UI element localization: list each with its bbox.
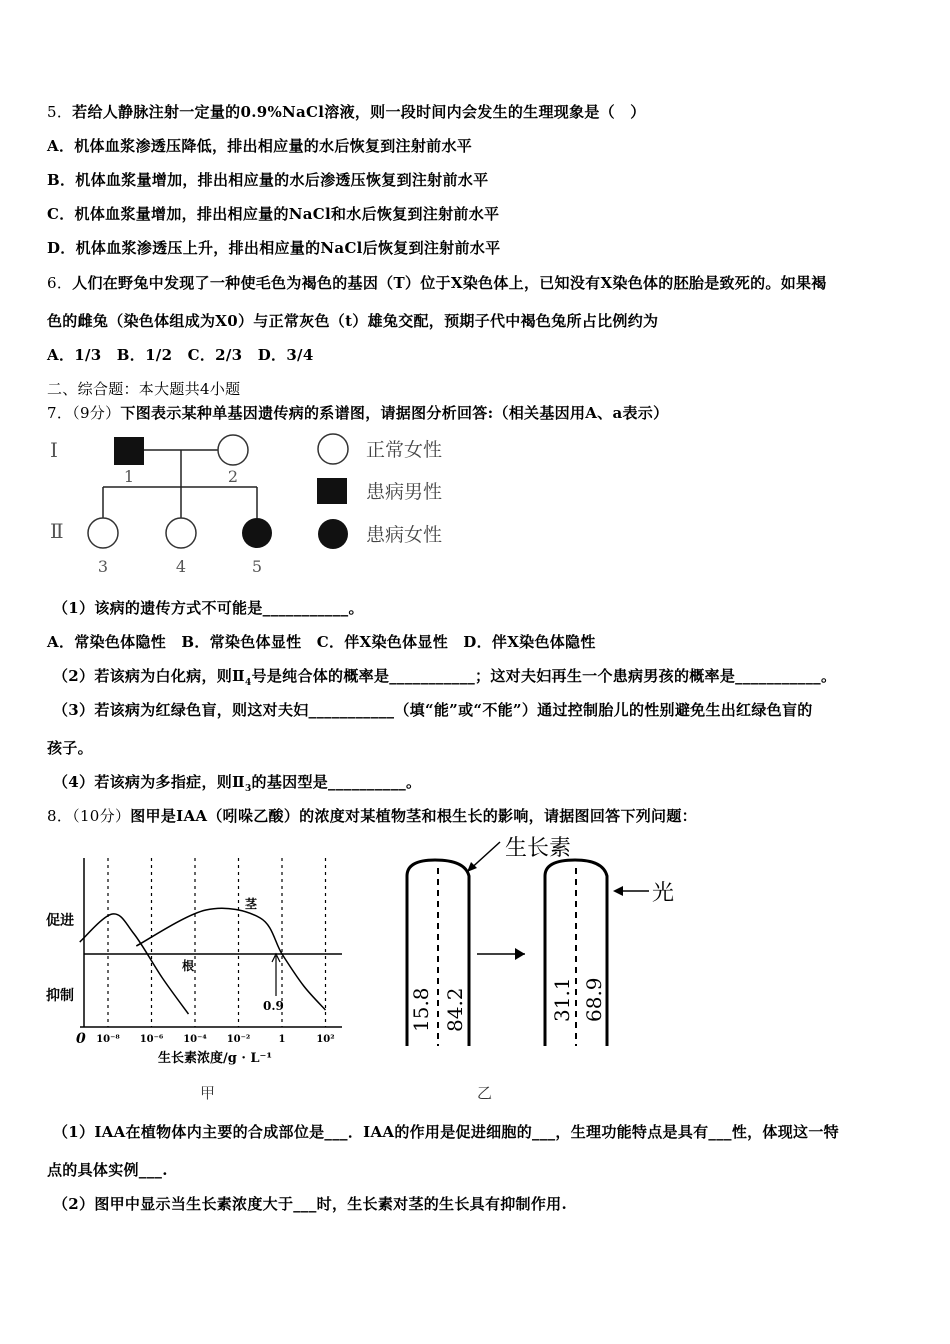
x-tick-label: 10² [316, 1034, 335, 1045]
series-stem-curve [136, 908, 325, 1010]
x-tick-label: 10⁻⁴ [183, 1034, 207, 1045]
q7-sub2 [53, 665, 836, 688]
q8-stem [47, 805, 697, 826]
x-tick-label: 1 [278, 1034, 286, 1045]
light-pointer-head [613, 886, 623, 896]
q7-number: 7． [47, 404, 73, 422]
figure-yi-caption: 乙 [477, 1084, 493, 1102]
id-5: 5 [251, 557, 263, 576]
section-2-heading: 二、综合题：本大题共4小题 [47, 380, 241, 398]
generation-ii-label: Ⅱ [50, 519, 64, 543]
right-value-2: 68.9 [582, 977, 606, 1022]
coleoptile-figure [395, 828, 695, 1110]
series-stem-label: 茎 [245, 897, 258, 911]
individual-ii4-normal-female [166, 518, 196, 548]
legend-affected-female-label: 患病女性 [366, 524, 443, 546]
legend-affected-male-label: 患病男性 [366, 481, 443, 503]
x-tick-label: 10⁻⁶ [139, 1034, 164, 1045]
q5-option-b: B．机体血浆量增加，排出相应量的水后渗透压恢复到注射前水平 [47, 171, 489, 189]
q8-sub1: （1）IAA在植物体内主要的合成部位是___．IAA的作用是促进细胞的___，生理功能特点是具有___性，体现这一特 [53, 1123, 839, 1141]
q8-points: （10分） [72, 807, 131, 825]
q5-option-c: C．机体血浆量增加，排出相应量的NaCl和水后恢复到注射前水平 [47, 205, 500, 223]
pedigree-chart [40, 425, 470, 585]
id-3: 3 [97, 557, 109, 576]
q6-stem-line2: 色的雌兔（染色体组成为X0）与正常灰色（t）雄兔交配，预期子代中褐色兔所占比例约为 [47, 312, 659, 330]
right-value-1: 31.1 [550, 977, 574, 1022]
x-tick-label: 10⁻² [226, 1034, 251, 1045]
legend-affected-female-symbol [318, 519, 348, 549]
series-root-curve [80, 914, 189, 1014]
q5-option-d: D．机体血浆渗透压上升，排出相应量的NaCl后恢复到注射前水平 [47, 239, 501, 257]
q7-sub4-subscript: 3 [244, 784, 252, 794]
q7-sub2-text-a: （2）若该病为白化病，则Ⅱ [53, 667, 245, 685]
q5-stem-text: 若给人静脉注射一定量的0.9%NaCl溶液，则一段时间内会发生的生理现象是（ ） [72, 103, 646, 121]
left-value-2: 84.2 [443, 987, 467, 1032]
legend-affected-male-symbol [317, 478, 347, 504]
q6-number: 6． [47, 274, 73, 292]
x-tick-label: 10⁻⁸ [96, 1034, 120, 1045]
q8-sub2: （2）图甲中显示当生长素浓度大于___时，生长素对茎的生长具有抑制作用. [53, 1195, 567, 1213]
individual-ii5-affected-female [242, 518, 272, 548]
q6-stem-text: 人们在野兔中发现了一种使毛色为褐色的基因（T）位于X染色体上，已知没有X染色体的胚胎是致死的。如果褐 [72, 274, 827, 292]
q7-sub3: （3）若该病为红绿色盲，则这对夫妇___________（填“能”或“不能”）通过控制胎儿的性别避免生出红绿色盲的 [53, 701, 813, 719]
q8-number: 8． [47, 807, 73, 825]
q7-points: （9分） [72, 404, 121, 422]
series-root-label: 根 [182, 959, 195, 973]
legend-normal-female-label: 正常女性 [366, 439, 443, 461]
q7-sub2-subscript: 4 [244, 678, 252, 688]
generation-i-label: Ⅰ [50, 438, 58, 462]
q8-stem-text: 图甲是IAA（吲哚乙酸）的浓度对某植物茎和根生长的影响，请据图回答下列问题： [130, 807, 697, 825]
q7-sub2-text-b: 号是纯合体的概率是___________；这对夫妇再生一个患病男孩的概率是___________。 [251, 667, 837, 685]
label-auxin: 生长素 [505, 836, 572, 861]
q7-stem [47, 402, 668, 423]
q6-stem-line1 [47, 272, 827, 293]
q7-sub1-options: A．常染色体隐性 B．常染色体显性 C．伴X染色体显性 D．伴X染色体隐性 [47, 633, 596, 651]
q7-stem-text: 下图表示某种单基因遗传病的系谱图，请据图分析回答:（相关基因用A、a表示） [120, 404, 669, 422]
annotation-value: 0.9 [263, 999, 284, 1013]
q6-options: A．1/3 B．1/2 C．2/3 D．3/4 [47, 346, 314, 364]
q5-number: 5． [47, 103, 73, 121]
figure-jia-caption: 甲 [200, 1084, 216, 1102]
iaa-concentration-chart [40, 840, 360, 1110]
individual-i2-normal-female [218, 435, 248, 465]
transition-arrowhead [515, 948, 525, 960]
q7-sub4-text-b: 的基因型是__________。 [251, 773, 422, 791]
q5-option-a: A．机体血浆渗透压降低，排出相应量的水后恢复到注射前水平 [47, 137, 473, 155]
q7-sub1: （1）该病的遗传方式不可能是___________。 [53, 599, 364, 617]
id-2: 2 [227, 467, 239, 486]
q8-sub1-continued: 点的具体实例___. [47, 1161, 168, 1179]
q7-sub4 [53, 771, 421, 794]
label-light: 光 [652, 881, 675, 906]
individual-i1-affected-male [114, 437, 144, 465]
legend-normal-female-symbol [318, 434, 348, 464]
id-4: 4 [175, 557, 187, 576]
q5-stem [47, 101, 646, 122]
y-label-promote: 促进 [46, 913, 74, 929]
individual-ii3-normal-female [88, 518, 118, 548]
origin-label: 0 [76, 1031, 86, 1047]
id-1: 1 [123, 467, 135, 486]
q7-sub4-text-a: （4）若该病为多指症，则Ⅱ [53, 773, 245, 791]
y-label-inhibit: 抑制 [46, 988, 74, 1004]
left-value-1: 15.8 [409, 987, 433, 1032]
x-axis-label: 生长素浓度/g · L⁻¹ [158, 1051, 273, 1066]
q7-sub3-continued: 孩子。 [47, 739, 93, 757]
